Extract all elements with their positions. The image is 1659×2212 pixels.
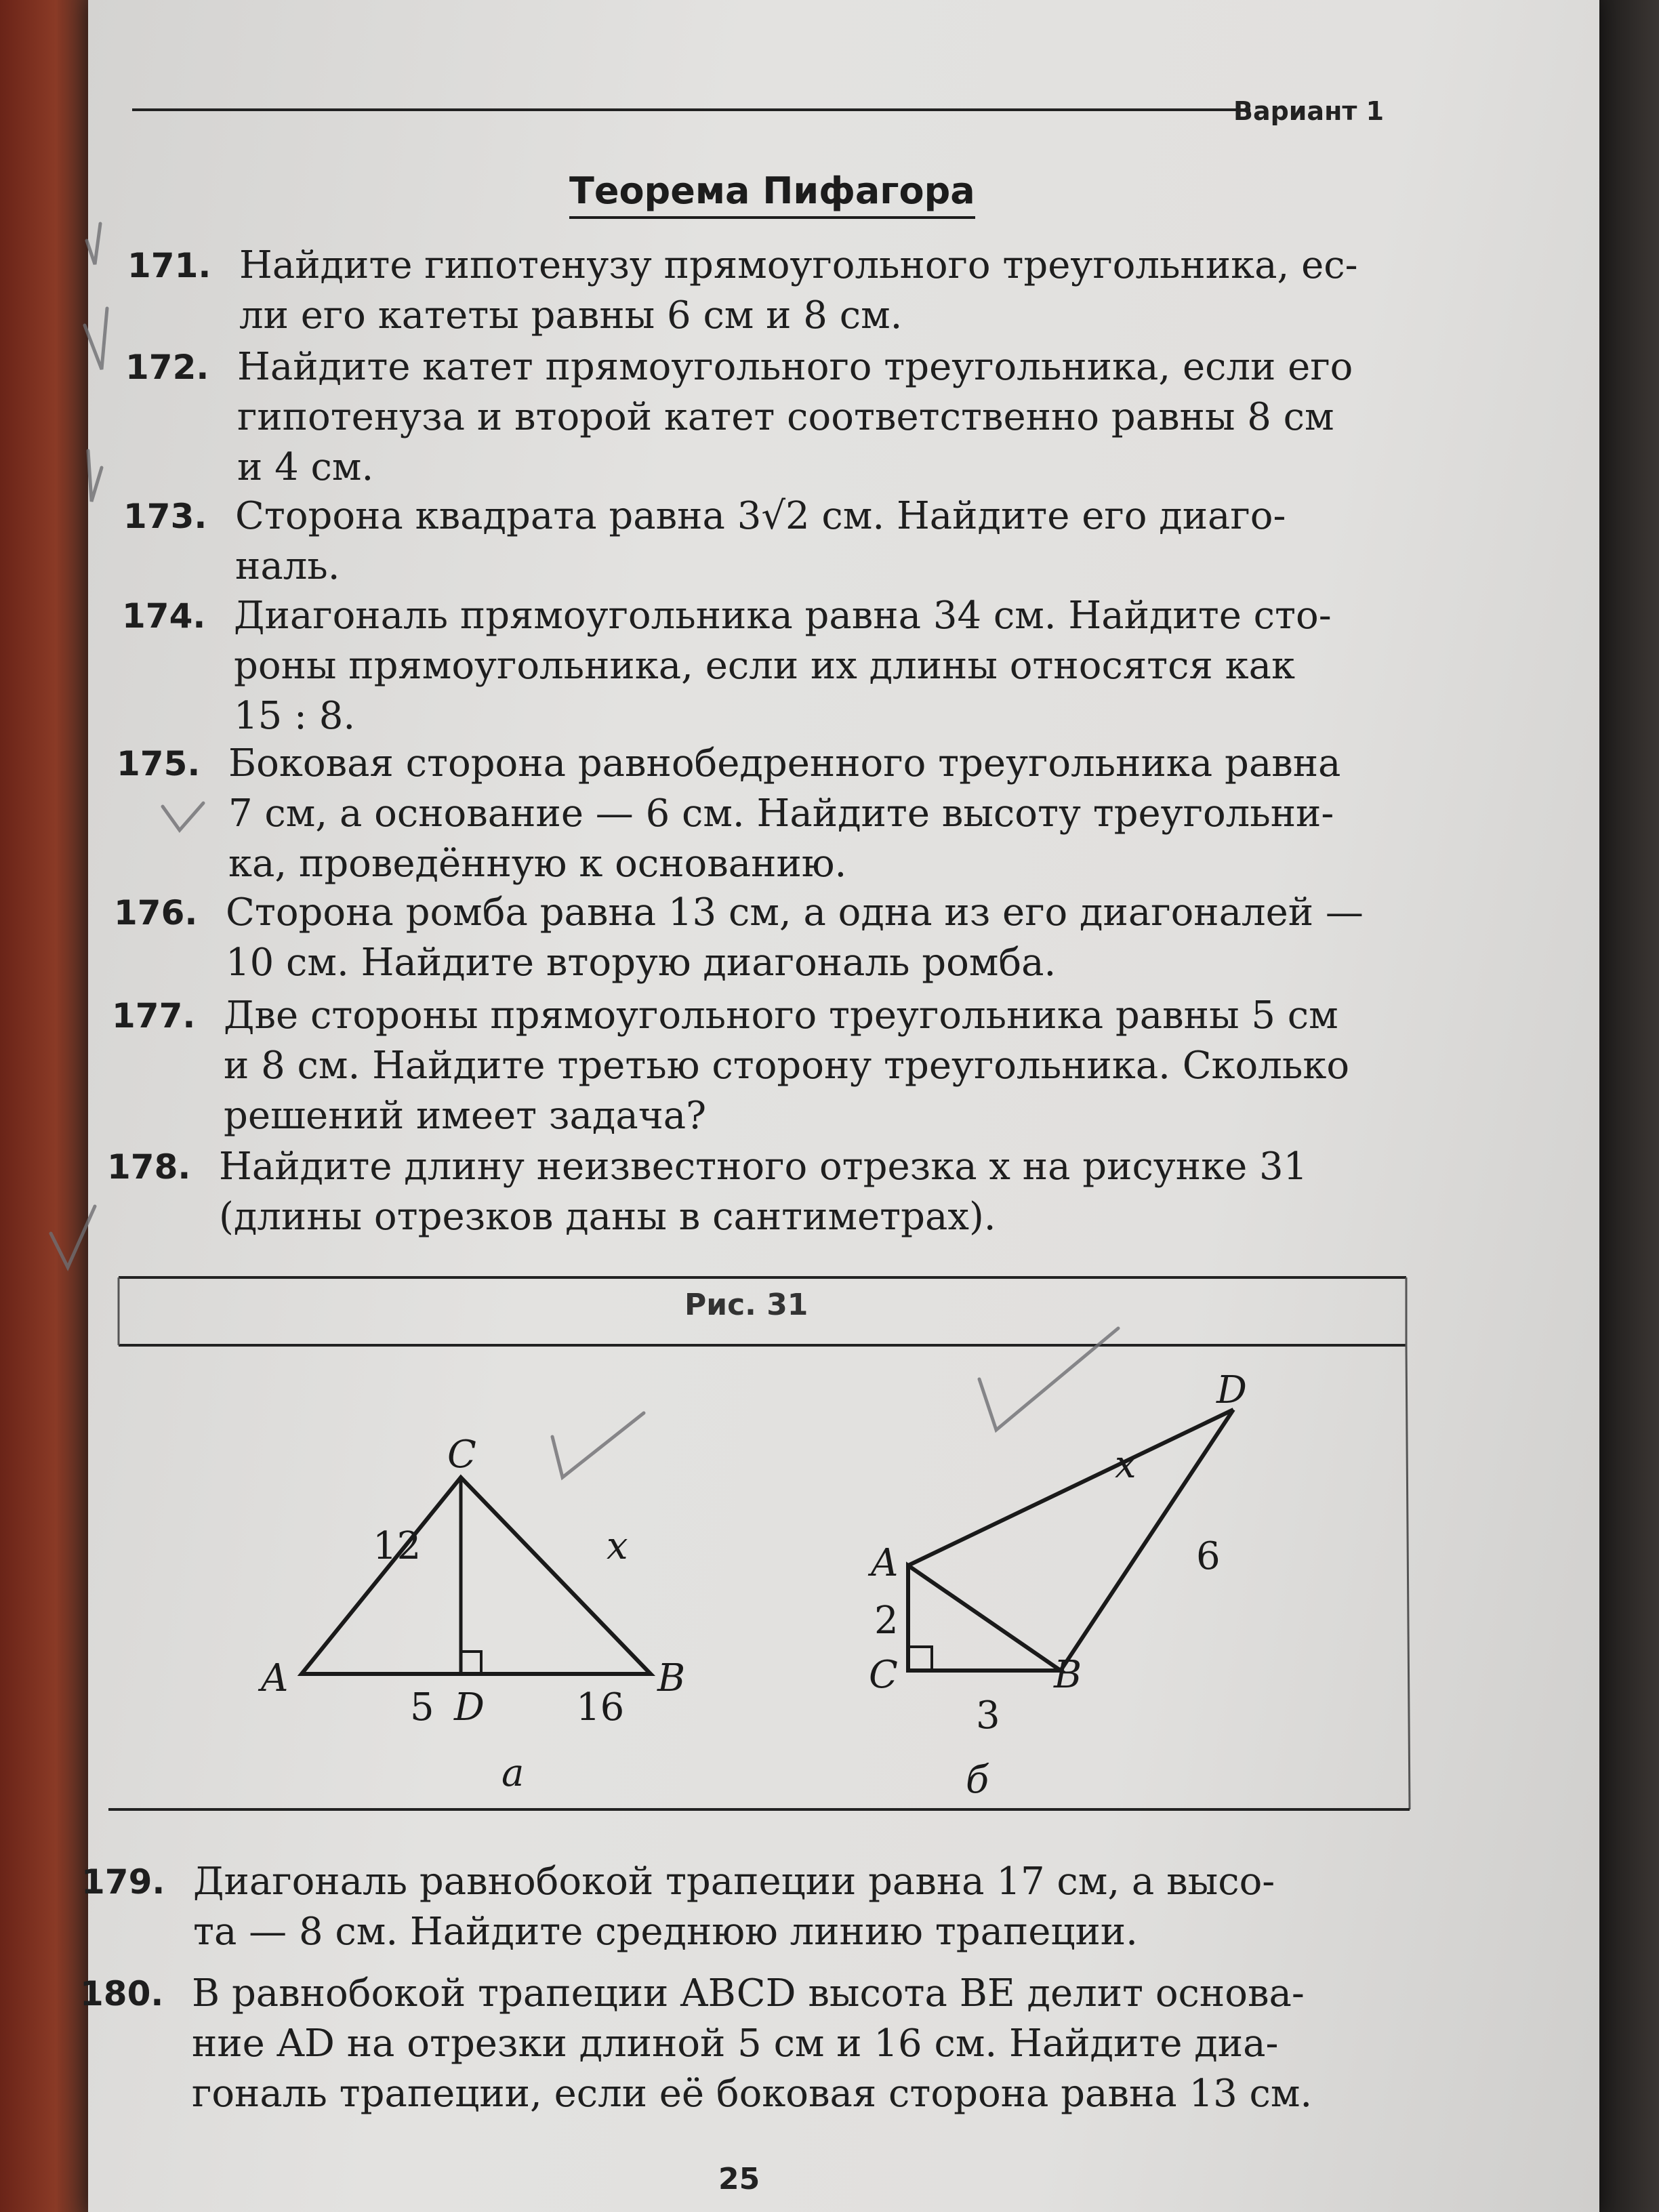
page-number: 25 <box>718 2162 760 2196</box>
label-ad: 5 <box>410 1685 434 1729</box>
problem-number: 172. <box>125 348 209 387</box>
label-ac: 12 <box>373 1524 422 1568</box>
problem-text: Боковая сторона равнобедренного треугольника равна 7 см, а основание — 6 см. Найдите высоту треугольни- ка, проведённую к основанию. <box>228 741 1341 886</box>
figure-a-label: а <box>501 1751 525 1795</box>
label-ac: 2 <box>874 1599 899 1643</box>
problem-text: Диагональ равнобокой трапеции равна 17 см, а высо- та — 8 см. Найдите среднюю линию трапеции. <box>193 1860 1275 1954</box>
label-bd: 6 <box>1196 1534 1221 1578</box>
figure-caption: Рис. 31 <box>684 1288 808 1322</box>
problem-number: 176. <box>114 893 198 933</box>
check-mark-icon <box>163 803 203 830</box>
vertex-c: C <box>447 1433 476 1477</box>
problem-number: 174. <box>122 596 206 636</box>
vertex-c: C <box>869 1653 898 1697</box>
page-title: Теорема Пифагора <box>569 169 975 219</box>
problem-number: 171. <box>127 246 211 285</box>
check-mark-icon <box>88 451 102 501</box>
vertex-d: D <box>1216 1369 1247 1412</box>
variant-label: Вариант 1 <box>1233 96 1385 126</box>
label-cb: x <box>607 1524 628 1568</box>
problem-number: 175. <box>117 744 201 783</box>
problem-text: В равнобокой трапеции ABCD высота BE делит основа- ние AD на отрезки длиной 5 см и 16 см. Найдите диа- гональ трапеции, если её боковая сторона равна 13 см. <box>192 1971 1313 2116</box>
problem-text: Сторона квадрата равна 3√2 см. Найдите его диаго- наль. <box>235 494 1286 588</box>
problem-number: 173. <box>123 497 207 536</box>
vertex-a: A <box>871 1541 899 1585</box>
problem-text: Найдите длину неизвестного отрезка x на рисунке 31 (длины отрезков даны в сантиметрах). <box>219 1145 1308 1239</box>
label-db: 16 <box>576 1685 625 1729</box>
problem-number: 178. <box>107 1147 191 1187</box>
label-ad: x <box>1115 1443 1136 1487</box>
check-mark-icon <box>85 308 107 369</box>
check-mark-icon <box>87 224 100 264</box>
check-mark-icon <box>979 1328 1118 1430</box>
check-mark-icon <box>552 1413 644 1477</box>
problem-number: 177. <box>112 996 196 1036</box>
figure-b-label: б <box>966 1758 989 1802</box>
check-mark-icon <box>51 1206 95 1267</box>
problem-number: 179. <box>81 1862 165 1902</box>
problem-number: 180. <box>80 1974 164 2013</box>
problem-text: Диагональ прямоугольника равна 34 см. Найдите сто- роны прямоугольника, если их длины относятся как 15 : 8. <box>234 594 1332 738</box>
problem-text: Найдите гипотенузу прямоугольного треугольника, ес- ли его катеты равны 6 см и 8 см. <box>239 243 1358 337</box>
vertex-a: A <box>261 1656 289 1700</box>
problem-text: Найдите катет прямоугольного треугольника, если его гипотенуза и второй катет соответственно равны 8 см и 4 см. <box>237 345 1353 489</box>
vertex-d: D <box>454 1685 485 1729</box>
vertex-b: B <box>1054 1653 1082 1697</box>
problem-text: Две стороны прямоугольного треугольника равны 5 см и 8 см. Найдите третью сторону треугольника. Сколько решений имеет задача? <box>224 994 1350 1138</box>
label-cb: 3 <box>976 1694 1000 1738</box>
problem-text: Сторона ромба равна 13 см, а одна из его диагоналей — 10 см. Найдите вторую диагональ ромба. <box>226 890 1364 985</box>
vertex-b: B <box>657 1656 686 1700</box>
